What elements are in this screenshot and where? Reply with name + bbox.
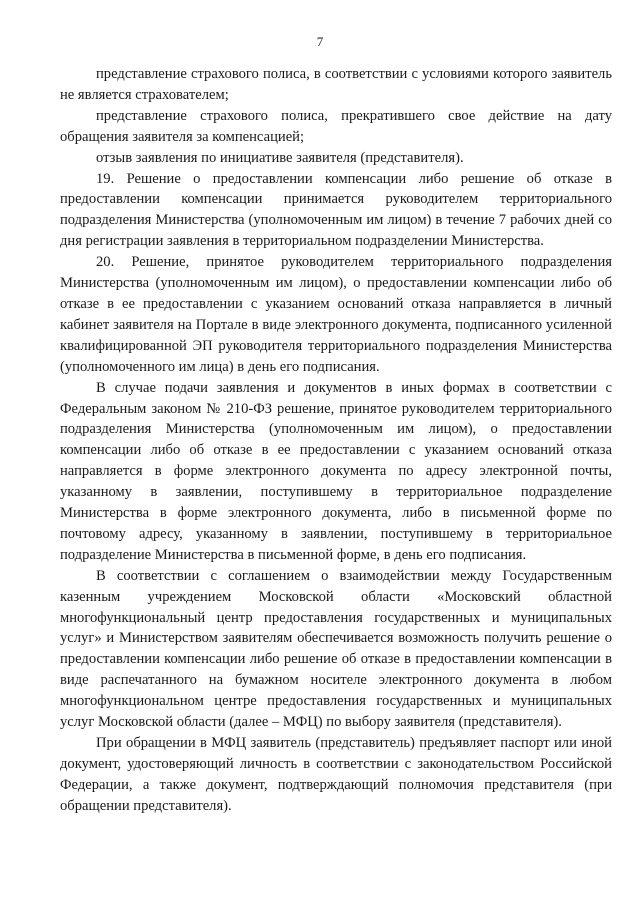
paragraph: 20. Решение, принятое руководителем территориального подразделения Министерства (уполномоченным им лицом), о предоставлении компенсации либо об отказе в ее предоставлении с указанием оснований отказа направляется в личный кабинет заявителя на Портале в виде электронного документа, подписанного усиленной квалифицированной ЭП руководителя территориального подразделения Министерства (уполномоченного им лица) в день его подписания. — [60, 254, 612, 375]
paragraph: отзыв заявления по инициативе заявителя (представителя). — [96, 149, 464, 166]
paragraph: При обращении в МФЦ заявитель (представитель) предъявляет паспорт или иной документ, удостоверяющий личность в соответствии с законодательством Российской Федерации, а также документ, подтверждающий полномочия представителя (при обращении представителя). — [60, 735, 612, 814]
paragraph: В случае подачи заявления и документов в иных формах в соответствии с Федеральным законом № 210-ФЗ решение, принятое руководителем территориального подразделения Министерства (уполномоченным им лицом), о предоставлении компенсации либо об отказе в ее предоставлении с указанием оснований отказа направляется в форме электронного документа по адресу электронной почты, указанному в заявлении, поступившему в территориальное подразделение Министерства в форме электронного документа, либо в письменной форме по почтовому адресу, указанному в заявлении, поступившему в территориальное подразделение Министерства в письменной форме, в день его подписания. — [60, 379, 612, 563]
paragraph: представление страхового полиса, в соответствии с условиями которого заявитель не является страхователем; — [60, 66, 612, 103]
paragraph: представление страхового полиса, прекратившего свое действие на дату обращения заявителя за компенсацией; — [60, 107, 612, 145]
paragraph: В соответствии с соглашением о взаимодействии между Государственным казенным учреждением Московской области «Московский областной многофункциональный центр предоставления государственных и муниципальных услуг» и Министерством заявителям обеспечивается возможность получить решение о предоставлении компенсации либо решение об отказе в предоставлении компенсации в виде распечатанного на бумажном носителе электронного документа в любом многофункциональном центре предоставления государственных и муниципальных услуг Московской области (далее – МФЦ) по выбору заявителя (представителя). — [60, 567, 612, 731]
document-body — [60, 64, 612, 817]
page-number: 7 — [316, 34, 324, 49]
paragraph: 19. Решение о предоставлении компенсации либо решение об отказе в предоставлении компенсации принимается руководителем территориального подразделения Министерства (уполномоченным им лицом) в течение 7 рабочих дней со дня регистрации заявления в территориальном подразделении Министерства. — [60, 170, 612, 250]
